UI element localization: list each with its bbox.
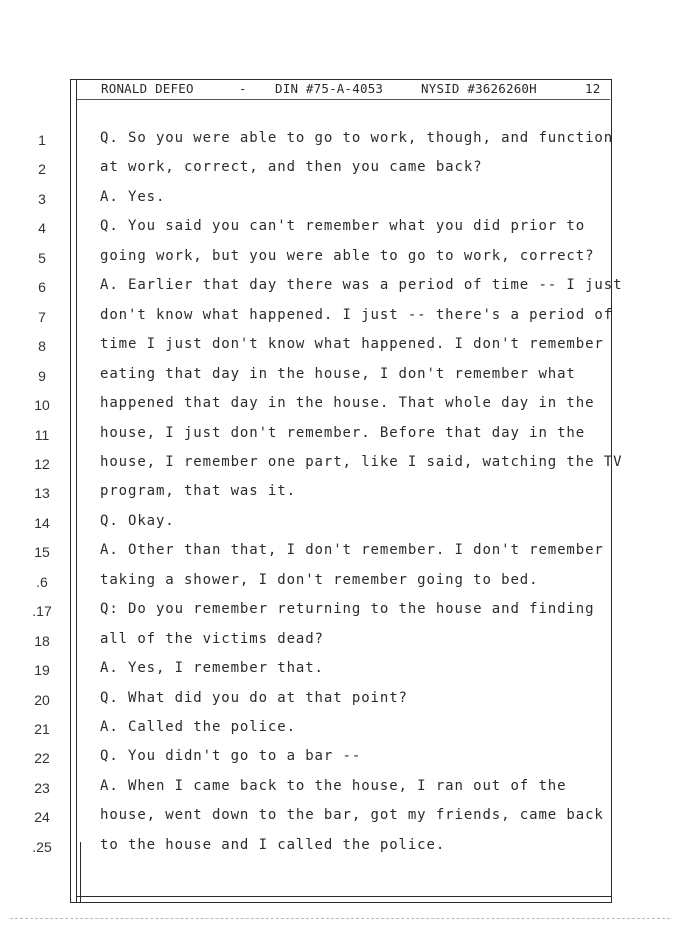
header-rule	[76, 99, 610, 100]
page-header	[101, 81, 601, 99]
transcript-line: going work, but you were able to go to work, correct?	[100, 248, 595, 264]
line-number: 23	[34, 780, 50, 796]
left-margin-line-third	[80, 842, 81, 902]
transcript-line: A. Called the police.	[100, 719, 296, 735]
transcript-line: eating that day in the house, I don't remember what	[100, 366, 576, 382]
line-number: 19	[34, 662, 50, 678]
bottom-border-inner	[76, 896, 611, 897]
line-number: 20	[34, 692, 50, 708]
line-number: 12	[34, 456, 50, 472]
line-number: 3	[38, 191, 46, 207]
transcript-line: program, that was it.	[100, 483, 296, 499]
din-number: DIN #75-A-4053	[275, 81, 384, 96]
transcript-line: A. Yes, I remember that.	[100, 660, 324, 676]
transcript-line: A. Earlier that day there was a period of time -- I just	[100, 277, 623, 293]
line-number: 14	[34, 515, 50, 531]
bottom-edge-dash	[10, 918, 670, 919]
left-margin-line-inner	[76, 79, 77, 902]
line-number: .17	[32, 603, 52, 619]
transcript-line: Q: Do you remember returning to the house and finding	[100, 601, 595, 617]
transcript-line: Q. You didn't go to a bar --	[100, 748, 362, 764]
transcript-line: house, went down to the bar, got my friends, came back	[100, 807, 604, 823]
line-number: 8	[38, 338, 46, 354]
nysid-number: NYSID #3626260H	[421, 81, 537, 96]
transcript-line: Q. What did you do at that point?	[100, 690, 408, 706]
transcript-line: happened that day in the house. That whole day in the	[100, 395, 595, 411]
transcript-line: don't know what happened. I just -- there's a period of	[100, 307, 614, 323]
line-number: 18	[34, 633, 50, 649]
transcript-line: taking a shower, I don't remember going to bed.	[100, 572, 539, 588]
header-separator: -	[239, 81, 247, 96]
page-number: 12	[585, 81, 601, 96]
bottom-border-outer	[70, 902, 612, 903]
line-number: .25	[32, 839, 52, 855]
transcript-line: at work, correct, and then you came back?	[100, 159, 483, 175]
transcript-line: to the house and I called the police.	[100, 837, 446, 853]
left-margin-line-outer	[70, 79, 71, 902]
transcript-line: house, I remember one part, like I said, watching the TV	[100, 454, 623, 470]
witness-name: RONALD DEFEO	[101, 81, 194, 96]
transcript-line: Q. You said you can't remember what you did prior to	[100, 218, 586, 234]
line-number: 1	[38, 132, 46, 148]
line-number: 13	[34, 485, 50, 501]
line-number: .6	[36, 574, 48, 590]
transcript-line: A. Other than that, I don't remember. I don't remember	[100, 542, 604, 558]
transcript-line: A. When I came back to the house, I ran out of the	[100, 778, 567, 794]
line-number: 2	[38, 161, 46, 177]
line-number: 10	[34, 397, 50, 413]
line-number: 4	[38, 220, 46, 236]
transcript-line: Q. So you were able to go to work, though, and function	[100, 130, 614, 146]
line-number: 6	[38, 279, 46, 295]
line-number: 11	[34, 427, 50, 443]
line-number: 24	[34, 809, 50, 825]
transcript-line: Q. Okay.	[100, 513, 175, 529]
line-number: 7	[38, 309, 46, 325]
transcript-line: A. Yes.	[100, 189, 166, 205]
line-number: 22	[34, 750, 50, 766]
line-number: 21	[34, 721, 50, 737]
transcript-line: house, I just don't remember. Before that day in the	[100, 425, 586, 441]
line-number: 9	[38, 368, 46, 384]
line-number: 15	[34, 544, 50, 560]
transcript-line: time I just don't know what happened. I don't remember	[100, 336, 604, 352]
line-number: 5	[38, 250, 46, 266]
transcript-line: all of the victims dead?	[100, 631, 324, 647]
top-border	[70, 79, 612, 80]
